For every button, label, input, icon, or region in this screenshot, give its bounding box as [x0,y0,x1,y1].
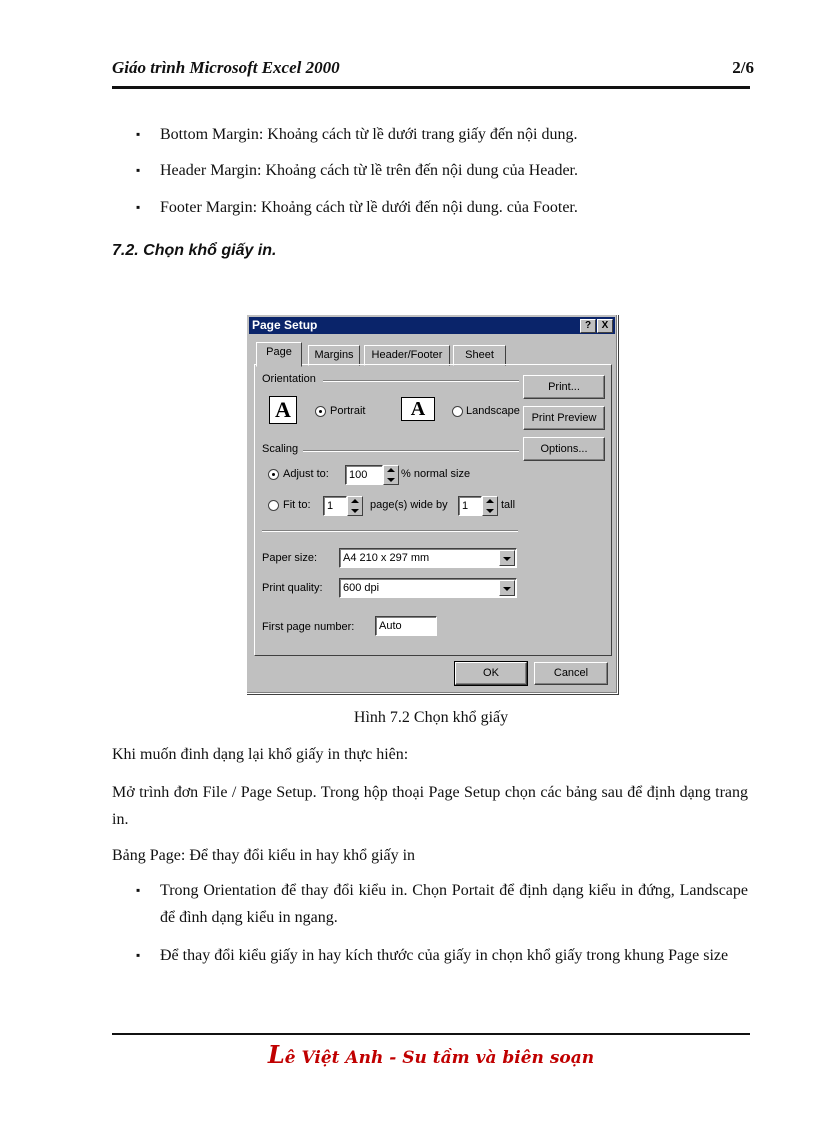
bullet-icon: ▪ [136,200,141,214]
footer-signature-initial: L [267,1040,285,1069]
list-item [136,157,748,184]
list-item [136,877,748,931]
portrait-radio[interactable] [315,406,326,417]
print-quality-label: Print quality: [262,582,323,594]
adjust-to-label[interactable]: Adjust to: [283,468,329,480]
first-page-number-input[interactable]: Auto [375,616,437,636]
section-heading: 7.2. Chọn khổ giấy in. [112,242,277,259]
paragraph: Khi muốn đinh dạng lại khổ giấy in thực hiên: [112,746,409,763]
fit-tall-spinner[interactable] [482,496,498,516]
fit-to-label[interactable]: Fit to: [283,499,311,511]
dialog-title: Page Setup [252,318,318,332]
print-preview-button[interactable]: Print Preview [523,406,605,430]
group-divider [303,450,519,452]
page-number: 2/6 [732,58,754,77]
tab-margins[interactable]: Margins [308,345,360,366]
fit-tall-input[interactable]: 1 [458,496,482,516]
fit-to-radio[interactable] [268,500,279,511]
landscape-radio[interactable] [452,406,463,417]
cancel-button[interactable]: Cancel [534,662,608,685]
group-divider [323,380,519,382]
options-button[interactable]: Options... [523,437,605,461]
print-button[interactable]: Print... [523,375,605,399]
tab-page[interactable]: Page [256,342,302,367]
scaling-group-label: Scaling [262,443,299,455]
portrait-label[interactable]: Portrait [330,405,366,417]
fit-wide-spinner[interactable] [347,496,363,516]
list-item [136,121,748,148]
close-button[interactable]: X [597,319,613,333]
first-page-number-label: First page number: [262,621,355,633]
print-quality-select[interactable]: 600 dpi [339,578,517,598]
bullet-icon: ▪ [136,127,141,141]
bullet-icon: ▪ [136,948,141,962]
footer-rule [112,1033,750,1035]
list-item-text: Bottom Margin: Khoảng cách từ lề dưới trang giấy đến nội dung. [160,126,578,143]
landscape-label[interactable]: Landscape [466,405,520,417]
paper-size-label: Paper size: [262,552,318,564]
tab-panel [254,364,612,656]
help-button[interactable]: ? [580,319,596,333]
tab-sheet[interactable]: Sheet [453,345,506,366]
tall-label: tall [501,499,516,511]
normal-size-label: % normal size [401,468,471,480]
footer-signature-text: ê Việt Anh - Su tầm và biên soạn [284,1048,595,1068]
list-item-text: Footer Margin: Khoảng cách từ lề dưới đến nội dung. của Footer. [160,199,578,216]
paper-size-select[interactable]: A4 210 x 297 mm [339,548,517,568]
figure-caption: Hình 7.2 Chọn khổ giấy [353,709,509,726]
ok-button[interactable]: OK [455,662,527,685]
bullet-icon: ▪ [136,163,141,177]
bullet-icon: ▪ [136,883,141,897]
document-header-title: Giáo trình Microsoft Excel 2000 [112,58,340,77]
list-item [136,942,748,969]
dialog-titlebar [249,317,615,334]
group-divider [262,530,518,532]
print-quality-dropdown-icon[interactable] [499,580,515,596]
paragraph: Bảng Page: Để thay đổi kiểu in hay khổ giấy in [112,847,416,864]
tab-header-footer[interactable]: Header/Footer [364,345,450,366]
header-rule [112,86,750,89]
list-item-text: Header Margin: Khoảng cách từ lề trên đến nội dung của Header. [160,162,578,179]
list-item [136,194,748,221]
adjust-spinner[interactable] [383,465,399,485]
list-item-text: Để thay đổi kiểu giấy in hay kích thước của giấy in chọn khổ giấy trong khung Page size [160,947,729,964]
list-item-text: Trong Orientation để thay đổi kiểu in. Chọn Portait để định dạng kiểu in đứng, Landscape để đình dạng kiểu in ngang. [160,882,748,926]
paper-size-dropdown-icon[interactable] [499,550,515,566]
adjust-to-input[interactable]: 100 [345,465,383,485]
pages-wide-label: page(s) wide by [370,499,448,511]
adjust-to-radio[interactable] [268,469,279,480]
page-setup-dialog [246,314,618,694]
orientation-group-label: Orientation [262,373,316,385]
footer-signature [112,1040,750,1069]
portrait-icon: A [269,396,297,424]
landscape-icon: A [401,397,435,421]
fit-wide-input[interactable]: 1 [323,496,347,516]
paragraph: Mở trình đơn File / Page Setup. Trong hộp thoại Page Setup chọn các bảng sau để định dạng trang in. [112,784,748,828]
